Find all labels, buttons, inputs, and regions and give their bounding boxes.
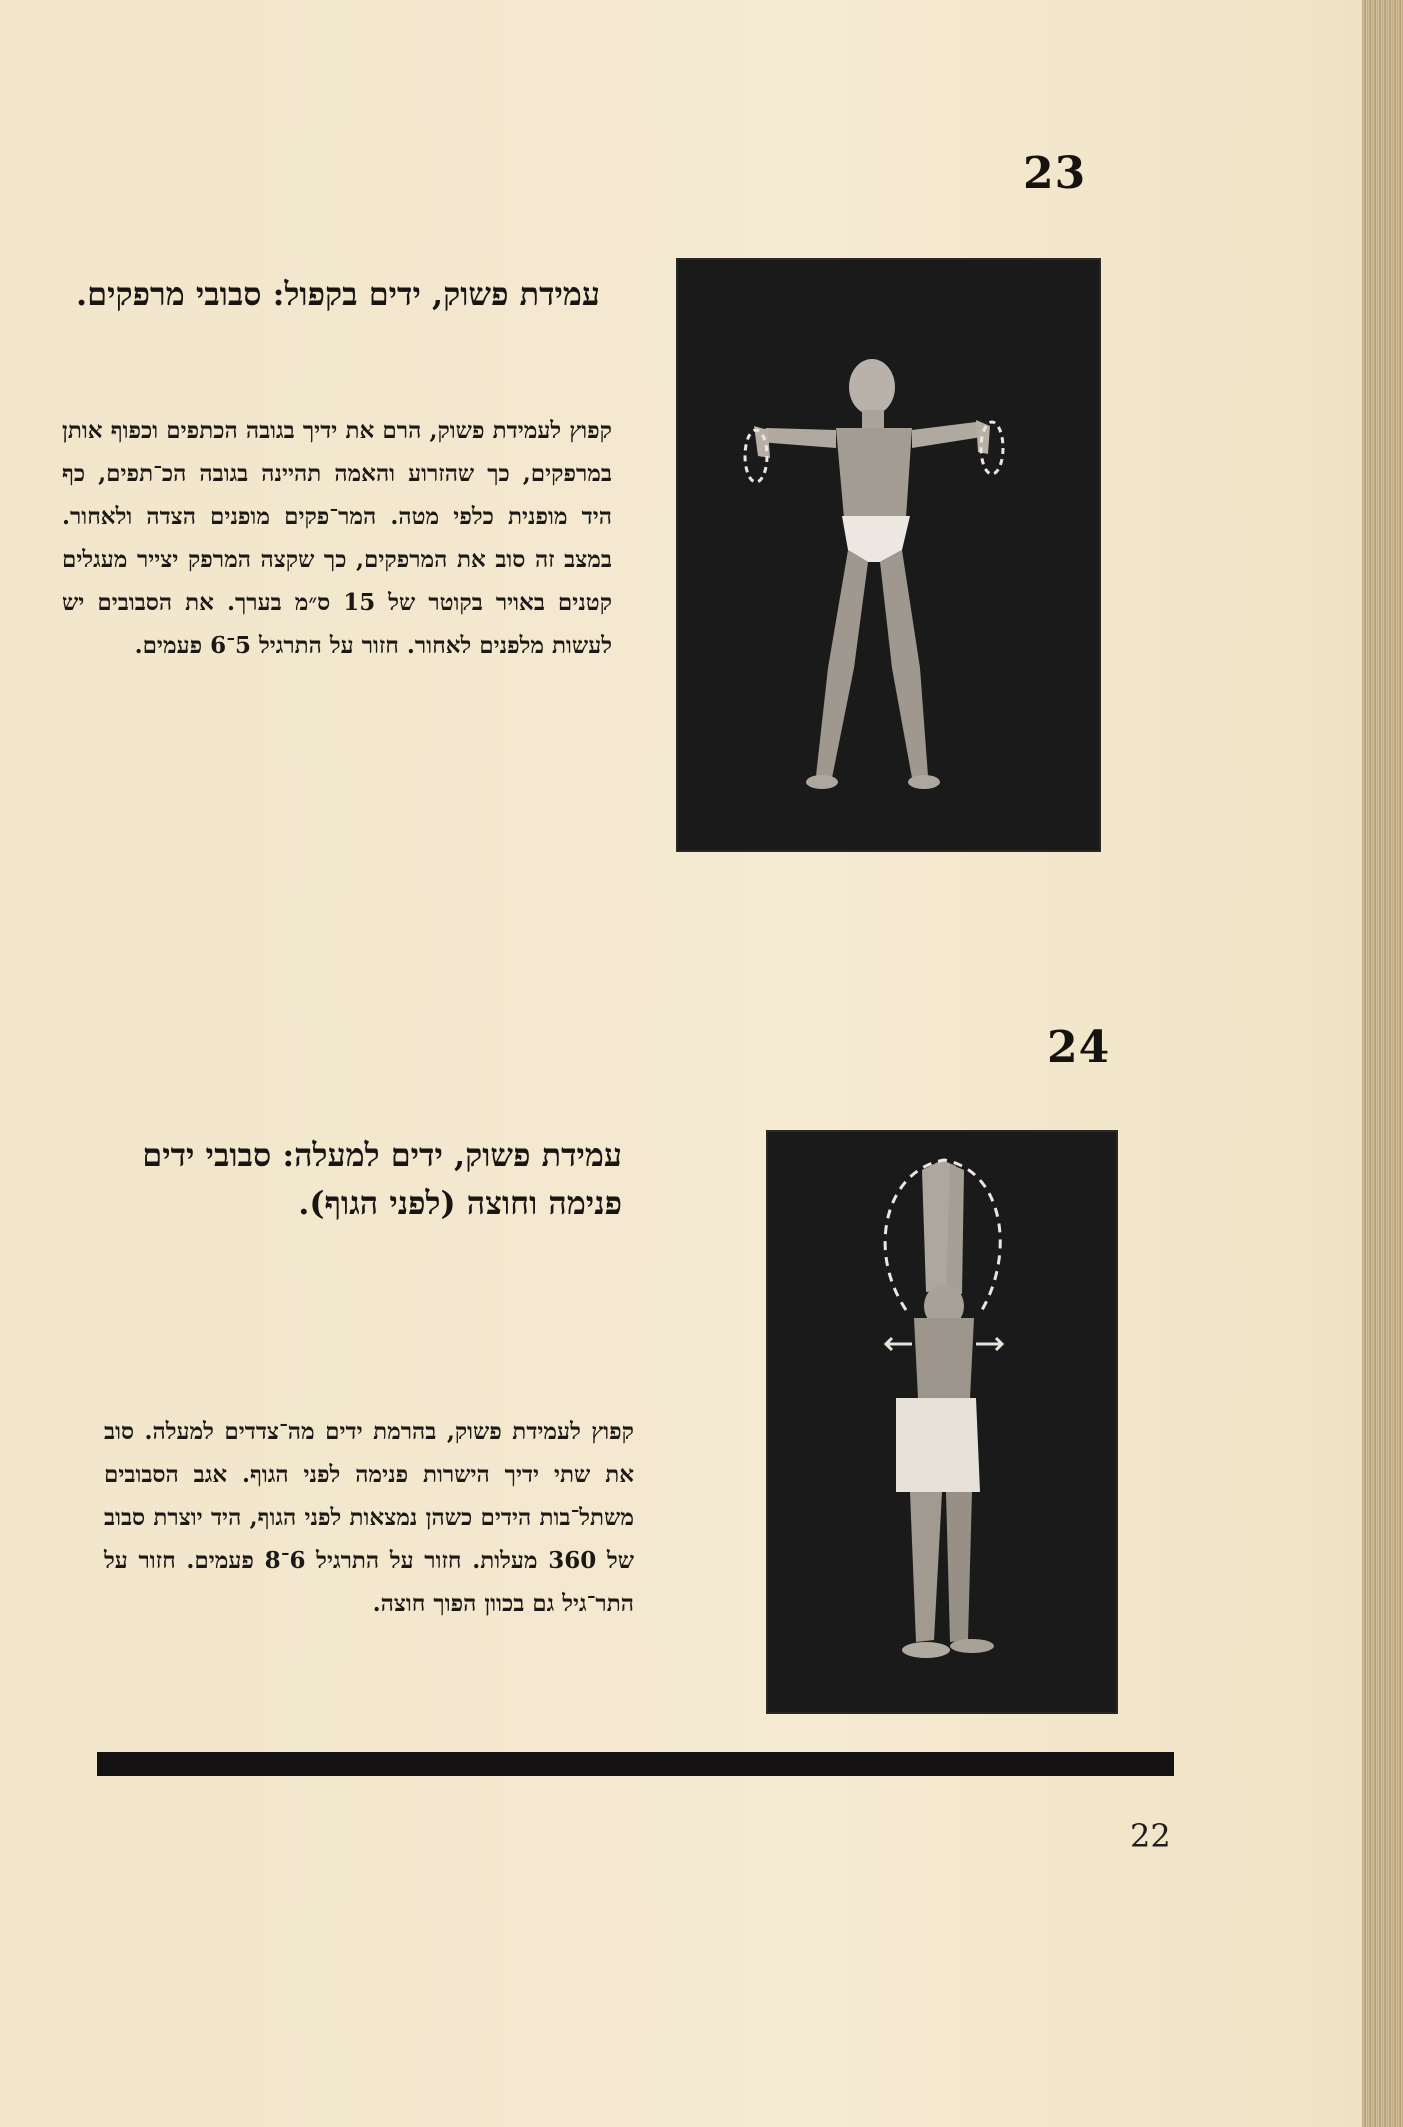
exercise-24-body: קפוץ לעמידת פשוק, בהרמת ידים מה־צדדים למעלה. סוב את שתי ידיך הישרות פנימה לפני הגוף. אגב הסבובים משתל־בות הידים כשהן נמצאות לפני הגוף, היד יוצרת סבוב של 360 מעלות. חזור על התרגיל 6־8 פעמים. חזור על התר־גיל גם בכוון הפוך חוצה. [104, 1418, 634, 1617]
section-divider [97, 1752, 1174, 1776]
exercise-24-number: 24 [1047, 1022, 1111, 1073]
exercise-24-photo [766, 1130, 1118, 1714]
exercise-23-figure [676, 258, 1101, 852]
exercise-23-photo [676, 258, 1101, 852]
page-edge [1362, 0, 1403, 2127]
exercise-24-figure [766, 1130, 1118, 1714]
exercise-24-heading: עמידת פשוק, ידים למעלה: סבובי ידים פנימה וחוצה (לפני הגוף). [142, 1136, 622, 1222]
exercise-23-number: 23 [1023, 148, 1087, 199]
exercise-23-heading: עמידת פשוק, ידים בקפול: סבובי מרפקים. [76, 275, 600, 313]
exercise-23-body: קפוץ לעמידת פשוק, הרם את ידיך בגובה הכתפים וכפוף אותן במרפקים, כך שהזרוע והאמה תהיינה בגובה הכ־תפים, כף היד מופנית כלפי מטה. המר־פקים מופנים הצדה ולאחור. במצב זה סוב את המרפקים, כך שקצה המרפק יצייר מעגלים קטנים באויר בקוטר של 15 ס״מ בערך. את הסבובים יש לעשות מלפנים לאחור. חזור על התרגיל 5־6 פעמים. [62, 417, 612, 659]
page-number: 22 [1130, 1817, 1171, 1855]
